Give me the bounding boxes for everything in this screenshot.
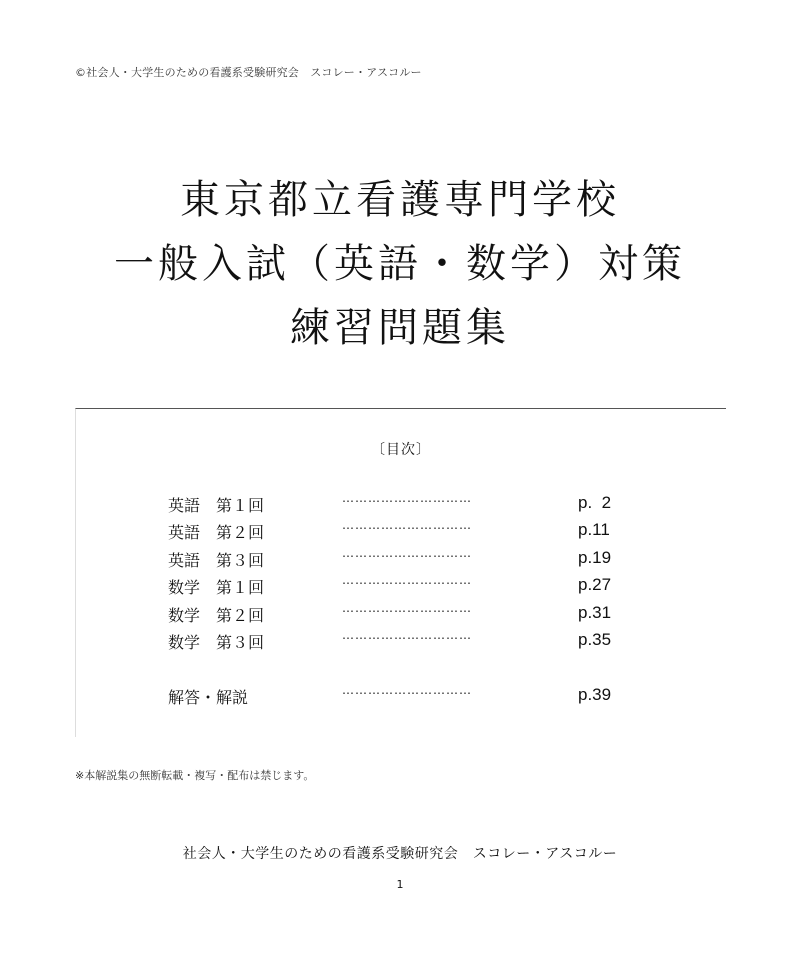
toc-leader-dots: ………………………… [342, 628, 472, 642]
toc-entry-label: 英語 第２回 [168, 523, 265, 542]
toc-entry-answers [168, 685, 648, 709]
toc-entry-label: 英語 第１回 [168, 496, 265, 515]
title-line-exam: 一般入試（英語・数学）対策 [114, 241, 686, 287]
toc-heading: 〔目次〕 [371, 442, 431, 458]
toc-leader-dots: ………………………… [342, 601, 472, 615]
page-number: 1 [396, 878, 404, 891]
toc-entry-math-1 [168, 575, 648, 599]
toc-leader-dots: ………………………… [342, 573, 472, 587]
toc-leader-dots: ………………………… [342, 683, 472, 697]
toc-entry-label: 数学 第３回 [168, 633, 265, 652]
toc-entry-english-3 [168, 548, 648, 572]
toc-page-number: p.11 [578, 520, 610, 539]
toc-page-number: p.19 [578, 548, 612, 567]
toc-entry-label: 英語 第３回 [168, 551, 265, 570]
toc-entry-label: 数学 第２回 [168, 606, 265, 625]
title-line-school: 東京都立看護専門学校 [180, 177, 620, 223]
copyright-notice: ©社会人・大学生のための看護系受験研究会 スコレー・アスコルー [75, 66, 422, 79]
table-of-contents [75, 408, 726, 737]
title-line-collection: 練習問題集 [290, 305, 510, 351]
toc-page-number: p. 2 [578, 493, 612, 512]
toc-entry-label: 数学 第１回 [168, 578, 265, 597]
toc-leader-dots: ………………………… [342, 491, 472, 505]
document-title [0, 168, 800, 360]
reproduction-notice: ※本解説集の無断転載・複写・配布は禁じます。 [75, 769, 315, 782]
toc-entry-english-1 [168, 493, 648, 517]
toc-leader-dots: ………………………… [342, 518, 472, 532]
toc-entry-math-2 [168, 603, 648, 627]
toc-page-number: p.31 [578, 603, 612, 622]
toc-entry-math-3 [168, 630, 648, 654]
toc-page-number: p.35 [578, 630, 612, 649]
toc-page-number: p.27 [578, 575, 612, 594]
toc-page-number: p.39 [578, 685, 612, 704]
footer-organization: 社会人・大学生のための看護系受験研究会 スコレー・アスコルー [182, 846, 618, 862]
toc-entry-label: 解答・解説 [168, 688, 249, 707]
toc-entry-english-2 [168, 520, 648, 544]
toc-leader-dots: ………………………… [342, 546, 472, 560]
